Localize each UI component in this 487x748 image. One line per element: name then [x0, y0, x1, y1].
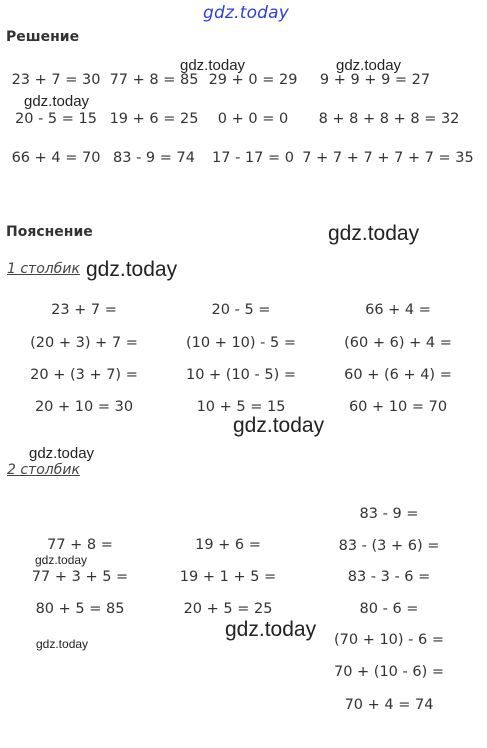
watermark-text: gdz.today [24, 93, 90, 110]
watermark-text: gdz.today [225, 618, 317, 641]
step-eq: 60 + 10 = 70 [348, 399, 448, 415]
column1-label: 1 столбик [7, 261, 80, 277]
watermark-text: gdz.today [336, 57, 402, 74]
site-logo[interactable]: gdz.today [203, 3, 290, 23]
solution-eq: 0 + 0 = 0 [217, 111, 289, 127]
step-eq: 19 + 6 = [195, 537, 261, 553]
step-eq: 20 + 10 = 30 [34, 399, 134, 415]
column2-label: 2 столбик [7, 462, 80, 478]
watermark-text: gdz.today [86, 258, 178, 281]
step-eq: 20 - 5 = [211, 302, 271, 318]
solution-heading: Решение [6, 29, 80, 45]
step-eq: 10 + 5 = 15 [196, 399, 286, 415]
watermark-text: gdz.today [29, 445, 95, 462]
solution-eq: 77 + 8 = 85 [109, 72, 199, 88]
step-eq: (10 + 10) - 5 = [185, 335, 297, 351]
step-eq: 20 + 5 = 25 [183, 601, 273, 617]
solution-eq: 29 + 0 = 29 [208, 72, 298, 88]
solution-eq: 8 + 8 + 8 + 8 = 32 [318, 111, 460, 127]
watermark-text: gdz.today [35, 553, 88, 567]
step-eq: 77 + 8 = [47, 537, 113, 553]
step-eq: 60 + (6 + 4) = [344, 367, 452, 383]
step-eq: 20 + (3 + 7) = [30, 367, 138, 383]
step-eq: 70 + 4 = 74 [344, 697, 434, 713]
step-eq: 83 - (3 + 6) = [338, 538, 440, 554]
watermark-text: gdz.today [180, 57, 246, 74]
solution-eq: 83 - 9 = 74 [113, 150, 195, 166]
solution-eq: 7 + 7 + 7 + 7 + 7 = 35 [302, 150, 474, 166]
step-eq: 77 + 3 + 5 = [31, 569, 129, 585]
step-eq: (70 + 10) - 6 = [333, 632, 445, 648]
solution-eq: 20 - 5 = 15 [15, 111, 97, 127]
solution-eq: 19 + 6 = 25 [109, 111, 199, 127]
step-eq: 83 - 9 = [359, 506, 419, 522]
solution-eq: 17 - 17 = 0 [212, 150, 294, 166]
watermark-text: gdz.today [36, 637, 89, 651]
step-eq: 19 + 1 + 5 = [179, 569, 277, 585]
step-eq: 80 + 5 = 85 [35, 601, 125, 617]
solution-eq: 9 + 9 + 9 = 27 [319, 72, 431, 88]
step-eq: (20 + 3) + 7 = [30, 335, 138, 351]
watermark-text: gdz.today [233, 414, 325, 437]
step-eq: 83 - 3 - 6 = [347, 569, 431, 585]
step-eq: 70 + (10 - 6) = [333, 664, 445, 680]
watermark-text: gdz.today [328, 222, 420, 245]
step-eq: 80 - 6 = [359, 601, 419, 617]
solution-eq: 66 + 4 = 70 [11, 150, 101, 166]
step-eq: (60 + 6) + 4 = [344, 335, 452, 351]
step-eq: 23 + 7 = [51, 302, 117, 318]
explanation-heading: Пояснение [6, 224, 93, 240]
step-eq: 10 + (10 - 5) = [185, 367, 297, 383]
solution-eq: 23 + 7 = 30 [11, 72, 101, 88]
step-eq: 66 + 4 = [365, 302, 431, 318]
